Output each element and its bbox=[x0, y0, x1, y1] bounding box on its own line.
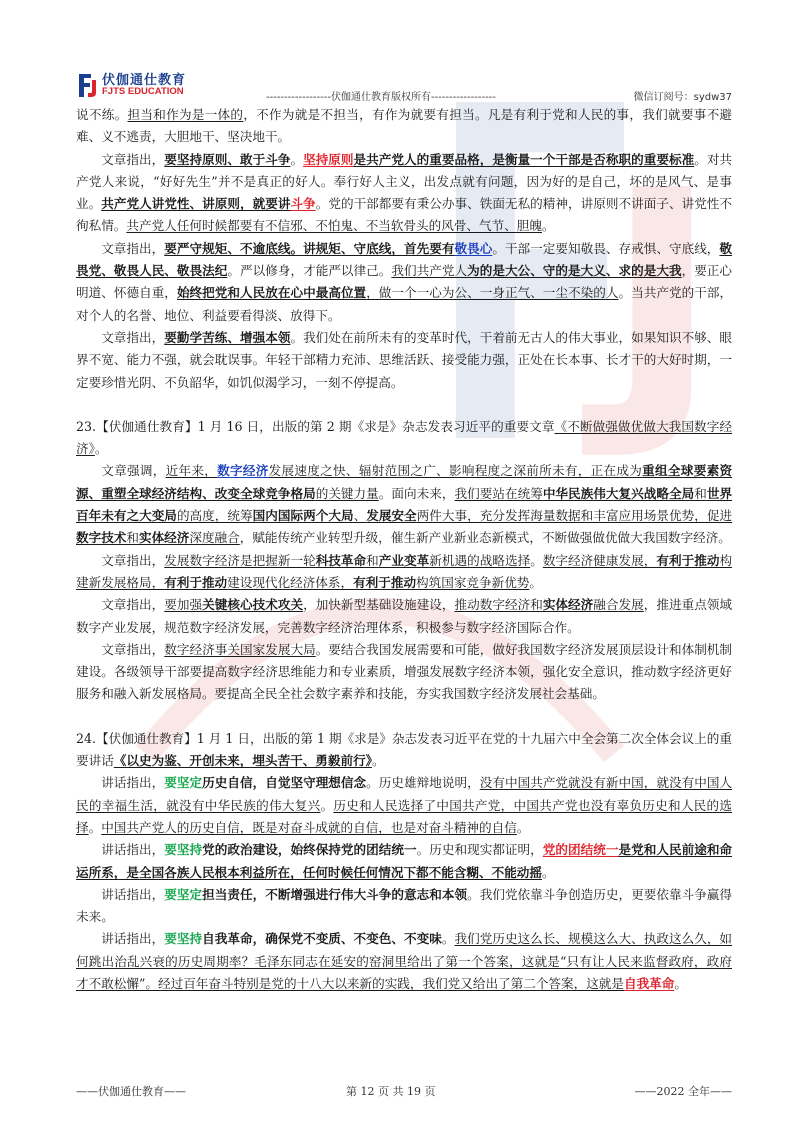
text-run: 24.【伏伽通仕教育】1 月 1 日，出版的第 1 期《求是》杂志发表习近平在党的十九届六中全会第二次全体会议上的重要讲话 bbox=[76, 730, 732, 769]
text-run: 。历史和现实都证明， bbox=[416, 842, 543, 858]
footer-year: ——2022 全年—— bbox=[634, 1085, 732, 1098]
text-run: 我们要站在统筹 bbox=[454, 485, 543, 501]
text-run: 产业变革 bbox=[378, 552, 430, 568]
text-run: 数字经济事关国家发展大局 bbox=[164, 641, 316, 657]
text-run: ，不作为就是不担当，有作为就要有担当。凡是有利于党和人民的事，我们就要事不避难、义不逃责，大胆地干、坚决地干。 bbox=[76, 107, 733, 145]
text-run: 斗争 bbox=[290, 196, 316, 212]
text-run: 新机遇的战略选择 bbox=[429, 552, 531, 568]
brand-logo bbox=[76, 70, 216, 102]
text-run: 世界百年未有之大变局 bbox=[76, 485, 733, 524]
text-run: 担当责任，不断增强进行伟大斗争的意志和本领 bbox=[202, 886, 468, 902]
text-run: 。 bbox=[674, 975, 687, 991]
text-run: 讲话指出， bbox=[101, 886, 165, 902]
text-run: 历史自信，自觉坚守理想信念 bbox=[202, 775, 367, 791]
paragraph bbox=[76, 460, 732, 549]
text-run: 。 bbox=[320, 797, 334, 813]
text-run: 和 bbox=[694, 485, 707, 501]
text-run: 敬畏心 bbox=[454, 240, 493, 256]
text-run: ，加快新型基础设施建设， bbox=[303, 597, 455, 613]
text-run: 的关键力量 bbox=[315, 485, 379, 501]
text-run: 发展数字经济是把握新一轮 bbox=[164, 552, 316, 568]
text-run: 文章指出， bbox=[101, 641, 165, 657]
text-run: 。 bbox=[88, 819, 102, 835]
text-run: 实体经济 bbox=[542, 597, 594, 613]
text-run: 是共产党人的重要品格，是衡量一个干部是否称职的重要标准 bbox=[353, 151, 695, 167]
text-run: 深度融合 bbox=[189, 530, 240, 546]
text-run: 担当和作为是一体的 bbox=[127, 107, 244, 122]
text-run: 中国共产党人的历史自信，既是对奋斗成就的自信，也是对奋斗精神的自信 bbox=[101, 819, 517, 835]
footer-brand: ——伏伽通仕教育—— bbox=[76, 1085, 186, 1098]
text-run: 没有中国共产党就没有新中国，就没有中国人民的幸福生活，就没有中华民族的伟大复兴 bbox=[76, 775, 733, 813]
text-run: 和 bbox=[530, 597, 543, 613]
text-run: 。 bbox=[530, 552, 543, 568]
text-run: 。对共产党人来说，“好好先生”并不是真正的好人。奉行好人主义，出发点就有问题，因为好的是自己，坏的是风气、是事业。 bbox=[76, 151, 733, 212]
text-run: 实体经济 bbox=[138, 530, 190, 546]
text-run: 关键核心技术攻关 bbox=[202, 597, 304, 613]
text-run: 近年来， bbox=[165, 463, 218, 479]
text-run: 要坚定 bbox=[164, 775, 203, 791]
text-run: 始终把党和人民放在心中最高位置 bbox=[176, 285, 367, 301]
paragraph bbox=[76, 928, 732, 995]
text-run: 。历史雄辩地说明， bbox=[366, 775, 480, 791]
text-run: 发展速度之快、辐射范围之广、影响程度之深前所未有，正在成为 bbox=[268, 463, 643, 479]
text-run: 数字经济健康发展， bbox=[542, 552, 657, 568]
text-run: 的高度，统筹 bbox=[176, 508, 253, 524]
text-run: 和 bbox=[366, 552, 379, 568]
text-run: ，推进重点领域数字产业发展，规范数字经济发展，完善数字经济治理体系，积极参与数字经济国际合作。 bbox=[76, 597, 733, 635]
text-run: 有利于推动 bbox=[656, 552, 720, 568]
text-run: 共产党人任何时候都要有不信邪、不怕鬼、不当软骨头的风骨、气节、胆魄 bbox=[126, 218, 542, 234]
text-run: 数字经济 bbox=[217, 463, 269, 479]
text-run: 文章指出， bbox=[101, 151, 165, 167]
text-run: 说不练。 bbox=[76, 107, 128, 122]
text-run: 重组全球要素资源、重塑全球经济结构、改变全球竞争格局 bbox=[76, 463, 733, 501]
text-run: 国内国际两个大局 bbox=[252, 508, 354, 524]
text-run: ，要正心明道、怀德自重， bbox=[76, 263, 733, 301]
text-run: 《不断做强做优做大我国数字经济》 bbox=[76, 418, 732, 457]
text-run: 和 bbox=[126, 530, 139, 546]
text-run: 构筑国家竞争新优势 bbox=[416, 574, 530, 590]
text-run: 坚持原则 bbox=[303, 151, 354, 167]
text-run: 《以史为鉴、开创未来，埋头苦干、勇毅前行》 bbox=[113, 753, 372, 769]
copyright-notice: ------------------伏伽通仕教育版权所有------------------ bbox=[266, 92, 496, 103]
text-run: 。 bbox=[541, 218, 555, 234]
document-body bbox=[76, 104, 732, 995]
text-run: 我们党历史这么长、规模这么大、执政这么久，如何跳出治乱兴衰的历史周期率？毛泽东同志在延安的窑洞里给出了第一个答案，这就是“只有让人民来监督政府，政府才不敢松懈”。经过百年奋斗特别是党的十八大以来新的实践，我们党又给出了第二个答案，这就是 bbox=[76, 931, 733, 991]
text-run: 有利于推动 bbox=[164, 574, 228, 590]
text-run: 。 bbox=[94, 441, 108, 457]
text-run: 自我革命 bbox=[623, 975, 675, 991]
text-run: 要严守规矩、不逾底线。讲规矩、守底线，首先要有 bbox=[164, 240, 455, 256]
brand-name-cn: 伏伽通仕教育 bbox=[102, 73, 187, 88]
text-run: 要加强 bbox=[164, 597, 203, 613]
text-run: 要坚持 bbox=[164, 842, 203, 858]
paragraph bbox=[76, 639, 732, 706]
text-run: 两件大事，充分发挥海量数据和丰富应用场景优势，促进 bbox=[416, 508, 733, 524]
item-23-heading bbox=[76, 416, 732, 461]
paragraph bbox=[76, 104, 732, 149]
page-header bbox=[76, 70, 732, 102]
text-run: 。 bbox=[371, 753, 385, 769]
text-run: ，做一个一心为公、一身正气、一尘不染的人 bbox=[366, 285, 619, 301]
text-run: 自我革命，确保党不变质、不变色、不变味 bbox=[202, 931, 442, 947]
text-run: 我们共产党人 bbox=[391, 263, 468, 279]
text-run: 要坚持原则、敢于斗争 bbox=[164, 151, 291, 167]
text-run: 讲话指出， bbox=[101, 842, 165, 858]
text-run: 是党和人民前途和命运所系，是全国各族人民根本利益所在，任何时候任何情况下都不能含糊、不能动摇 bbox=[76, 842, 733, 880]
text-run: 建设现代化经济体系， bbox=[227, 574, 354, 590]
text-run: 。 bbox=[441, 931, 455, 947]
text-run: 发展安全 bbox=[366, 508, 417, 524]
text-run: 。党的干部都要有秉公办事、铁面无私的精神，讲原则不讲面子、讲党性不徇私情。 bbox=[76, 196, 733, 234]
brand-name-en: FJTS EDUCATION bbox=[102, 86, 184, 97]
text-run: 敬畏党、敬畏人民、敬畏法纪 bbox=[76, 240, 733, 279]
text-run: 。 bbox=[529, 574, 542, 590]
text-run: 。 bbox=[516, 819, 530, 835]
text-run: 科技革命 bbox=[315, 552, 367, 568]
text-run: 文章指出， bbox=[101, 329, 165, 345]
text-run: 。要结合我国发展需要和可能，做好我国数字经济发展顶层设计和体制机制建设。各级领导干部要提高数字经济思维能力和专业素质，增强发展数字经济本领，强化安全意识，推动数字经济更好服务和融入新发展格局。要提高全民全社会数字素养和技能，夯实我国数字经济发展社会基础。 bbox=[76, 641, 733, 702]
text-run: 为的是大公、守的是大义、求的是大我 bbox=[467, 263, 682, 279]
text-run: 。 bbox=[290, 151, 304, 167]
text-run: 。我们处在前所未有的变革时代，干着前无古人的伟大事业，如果知识不够、眼界不宽、能力不强，就会耽误事。年轻干部精力充沛、思维活跃、接受能力强，正处在长本事、长才干的大好时期，一定要珍惜光阴、不负韶华，如饥似渴学习，一刻不停提高。 bbox=[76, 329, 733, 390]
text-run: 推动数字经济 bbox=[454, 597, 531, 613]
wechat-account: 微信订阅号：sydw37 bbox=[633, 92, 732, 103]
text-run: 文章指出， bbox=[101, 552, 165, 568]
text-run: 要坚定 bbox=[164, 886, 203, 902]
paragraph bbox=[76, 772, 732, 839]
text-run: ，赋能传统产业转型升级，催生新产业新业态新模式，不断做强做优做大我国数字经济。 bbox=[239, 530, 731, 546]
text-run: 要勤学苦练、增强本领 bbox=[164, 329, 291, 345]
text-run: 共产党人讲党性、讲原则，就要讲 bbox=[101, 196, 291, 212]
page-footer bbox=[76, 1083, 732, 1099]
text-run: 构建新发展格局， bbox=[76, 552, 733, 590]
text-run: 。干部一定要知敬畏、存戒惧、守底线， bbox=[492, 240, 720, 256]
text-run: 党的团结统一 bbox=[542, 842, 619, 858]
text-run: 融合发展 bbox=[593, 597, 644, 613]
text-run: 。我们党依靠斗争创造历史，更要依靠斗争赢得未来。 bbox=[76, 886, 733, 925]
text-run: 讲话指出， bbox=[101, 931, 165, 947]
paragraph bbox=[76, 884, 732, 929]
text-run: 文章强调， bbox=[101, 463, 166, 479]
text-run: 数字技术 bbox=[76, 530, 127, 546]
paragraph bbox=[76, 238, 732, 327]
paragraph bbox=[76, 839, 732, 884]
text-run: 、 bbox=[353, 508, 367, 524]
text-run: 文章指出， bbox=[101, 240, 165, 256]
paragraph bbox=[76, 550, 732, 595]
paragraph bbox=[76, 594, 732, 639]
text-run: 文章指出， bbox=[101, 597, 165, 613]
page-number: 第 12 页 共 19 页 bbox=[346, 1085, 436, 1098]
text-run: 。严以修身，才能严以律己。 bbox=[227, 263, 392, 279]
text-run: 。当共产党的干部，对个人的名誉、地位、利益要看得淡、放得下。 bbox=[76, 285, 733, 323]
item-24-heading bbox=[76, 728, 732, 773]
paragraph bbox=[76, 149, 732, 238]
text-run: 中华民族伟大复兴战略全局 bbox=[542, 485, 695, 501]
text-run: 23.【伏伽通仕教育】1 月 16 日，出版的第 2 期《求是》杂志发表习近平的重要文章 bbox=[76, 418, 555, 434]
text-run: 党的政治建设，始终保持党的团结统一 bbox=[202, 842, 417, 858]
text-run: 要坚持 bbox=[164, 931, 203, 947]
text-run: 有利于推动 bbox=[353, 574, 417, 590]
text-run: 历史和人民选择了中国共产党，中国共产党也没有辜负历史和人民的选择 bbox=[76, 797, 733, 835]
fjts-logo-icon bbox=[76, 72, 98, 98]
text-run: 讲话指出， bbox=[101, 775, 165, 791]
text-run: 。 bbox=[541, 864, 555, 880]
text-run: 。面向未来， bbox=[378, 485, 455, 501]
paragraph bbox=[76, 327, 732, 394]
